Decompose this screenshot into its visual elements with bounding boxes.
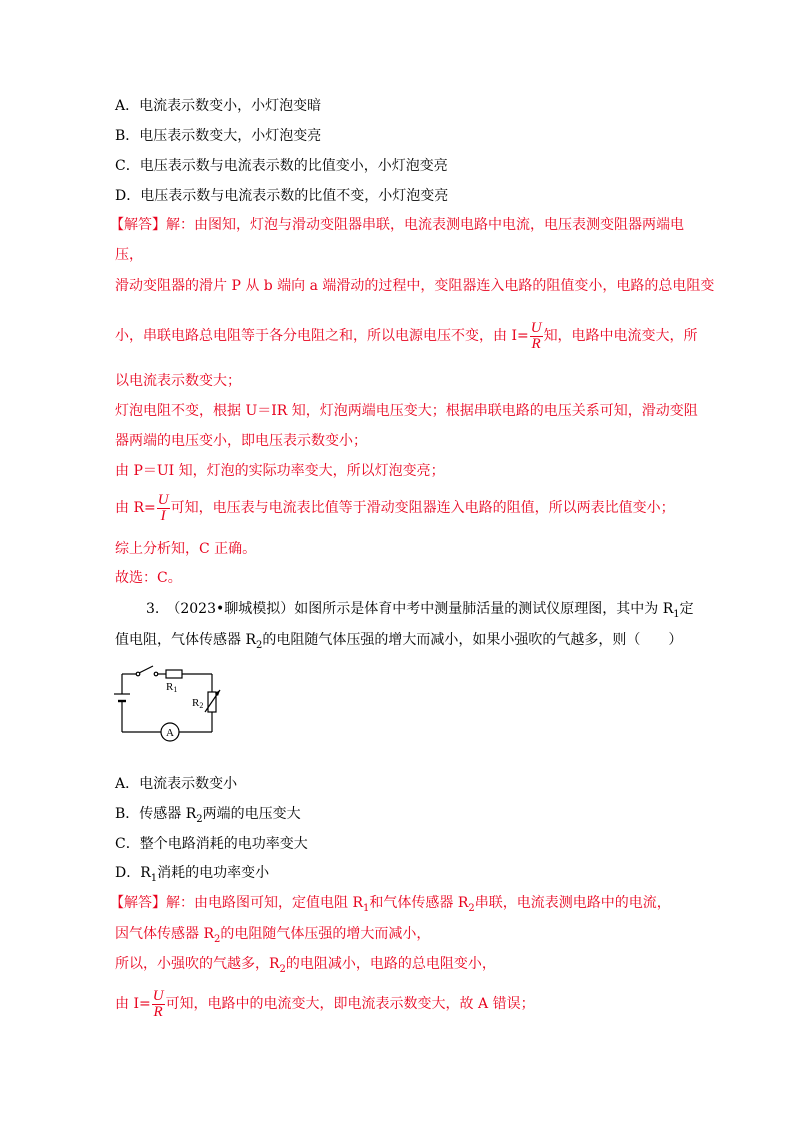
text-segment: 消耗的电功率变小 bbox=[157, 865, 270, 881]
text-segment: 由 R= bbox=[115, 500, 156, 516]
q3-option-c: C．整个电路消耗的电功率变大 bbox=[115, 836, 308, 852]
text-segment: 串联，电流表测电路中的电流， bbox=[474, 895, 671, 911]
text-segment: 知，电路中电流变大，所 bbox=[543, 328, 698, 344]
fraction-denominator: I bbox=[160, 507, 166, 524]
text-segment: 解：由电路图可知，定值电阻 R bbox=[166, 895, 363, 911]
subscript: 2 bbox=[256, 639, 263, 651]
subscript: 1 bbox=[673, 608, 680, 620]
fraction-denominator: R bbox=[153, 1003, 163, 1020]
text-segment: 3. （2023•聊城模拟）如图所示是体育中考中测量肺活量的测试仪原理图，其中为 R bbox=[146, 601, 674, 617]
q2-option-a: A．电流表示数变小，小灯泡变暗 bbox=[115, 98, 322, 114]
circuit-diagram bbox=[110, 656, 230, 748]
ammeter-label: A bbox=[166, 727, 174, 739]
q2-option-c: C．电压表示数与电流表示数的比值变小，小灯泡变亮 bbox=[115, 158, 448, 174]
fraction-numerator: U bbox=[152, 987, 164, 1004]
text-segment: 定 bbox=[679, 601, 694, 617]
q2-answer-line-7: 器两端的电压变小，即电压表示数变小； bbox=[115, 433, 367, 449]
subscript: 2 bbox=[214, 933, 221, 945]
text-segment: 因气体传感器 R bbox=[115, 926, 214, 942]
q3-stem-line-1 bbox=[146, 599, 694, 625]
q2-option-d: D．电压表示数与电流表示数的比值不变，小灯泡变亮 bbox=[115, 188, 449, 204]
answer-tag: 【解答】 bbox=[110, 895, 166, 911]
q3-option-a: A．电流表示数变小 bbox=[115, 776, 238, 792]
q2-answer-line-2: 压， bbox=[115, 247, 143, 263]
resistor-r1 bbox=[166, 670, 182, 678]
fraction-denominator: R bbox=[531, 335, 541, 352]
q2-answer-line-11: 故选：C。 bbox=[115, 570, 182, 586]
q3-answer-line-2 bbox=[115, 924, 430, 950]
answer-text: 解：由图知，灯泡与滑动变阻器串联，电流表测电路中电流，电压表测变阻器两端电 bbox=[166, 217, 684, 233]
q2-answer-line-9 bbox=[115, 490, 675, 526]
q3-answer-line-1 bbox=[110, 893, 671, 919]
text-segment: D．R bbox=[115, 865, 151, 881]
q2-answer-line-5: 以电流表示数变大； bbox=[115, 373, 241, 389]
q2-answer-line-8: 由 P＝UI 知，灯泡的实际功率变大，所以灯泡变亮； bbox=[115, 463, 445, 479]
text-segment: 由 I= bbox=[115, 996, 151, 1012]
subscript: 1 bbox=[150, 872, 158, 884]
text-segment: 小，串联电路总电阻等于各分电阻之和，所以电源电压不变，由 I= bbox=[115, 328, 529, 344]
switch-contact-right bbox=[154, 672, 158, 676]
q3-stem-line-2 bbox=[115, 630, 682, 656]
text-segment: 所以，小强吹的气越多，R bbox=[115, 956, 280, 972]
r2-label: R2 bbox=[192, 697, 204, 710]
q2-answer-line-6: 灯泡电阻不变，根据 U＝IR 知，灯泡两端电压变大；根据串联电路的电压关系可知，滑动变阻 bbox=[115, 403, 698, 419]
fraction-numerator: U bbox=[530, 319, 542, 336]
q3-answer-line-3 bbox=[115, 954, 496, 980]
text-segment: B．传感器 R bbox=[115, 806, 197, 822]
q2-answer-line-1 bbox=[110, 215, 684, 235]
text-segment: 可知，电压表与电流表比值等于滑动变阻器连入电路的阻值，所以两表比值变小； bbox=[170, 500, 675, 516]
fraction-u-over-i bbox=[157, 493, 170, 524]
text-segment: 可知，电路中的电流变大，即电流表示数变大，故 A 错误； bbox=[165, 996, 535, 1012]
q2-option-b: B．电压表示数变大，小灯泡变亮 bbox=[115, 128, 322, 144]
switch-arm bbox=[139, 666, 153, 673]
q3-option-b bbox=[115, 804, 301, 830]
fraction-u-over-r bbox=[152, 989, 165, 1020]
subscript: 2 bbox=[279, 963, 286, 975]
answer-tag: 【解答】 bbox=[110, 217, 166, 233]
fraction-numerator: U bbox=[157, 491, 169, 508]
text-segment: 的电阻随气体压强的增大而减小， bbox=[220, 926, 431, 942]
q2-answer-line-4 bbox=[115, 318, 698, 354]
q2-answer-line-10: 综上分析知，C 正确。 bbox=[115, 541, 257, 557]
r1-label: R1 bbox=[166, 681, 178, 694]
subscript: 2 bbox=[196, 813, 203, 825]
q3-option-d bbox=[115, 863, 269, 889]
q3-answer-line-4 bbox=[115, 986, 535, 1022]
text-segment: 的电阻随气体压强的增大而减小，如果小强吹的气越多，则（ ） bbox=[262, 632, 683, 648]
text-segment: 的电阻减小，电路的总电阻变小， bbox=[285, 956, 496, 972]
fraction-u-over-r bbox=[530, 321, 543, 352]
text-segment: 两端的电压变大 bbox=[202, 806, 301, 822]
subscript: 1 bbox=[363, 902, 370, 914]
q2-answer-line-3: 滑动变阻器的滑片 P 从 b 端向 a 端滑动的过程中，变阻器连入电路的阻值变小，电路的总电阻变 bbox=[115, 278, 715, 294]
text-segment: 值电阻，气体传感器 R bbox=[115, 632, 256, 648]
subscript: 2 bbox=[468, 902, 475, 914]
text-segment: 和气体传感器 R bbox=[369, 895, 469, 911]
